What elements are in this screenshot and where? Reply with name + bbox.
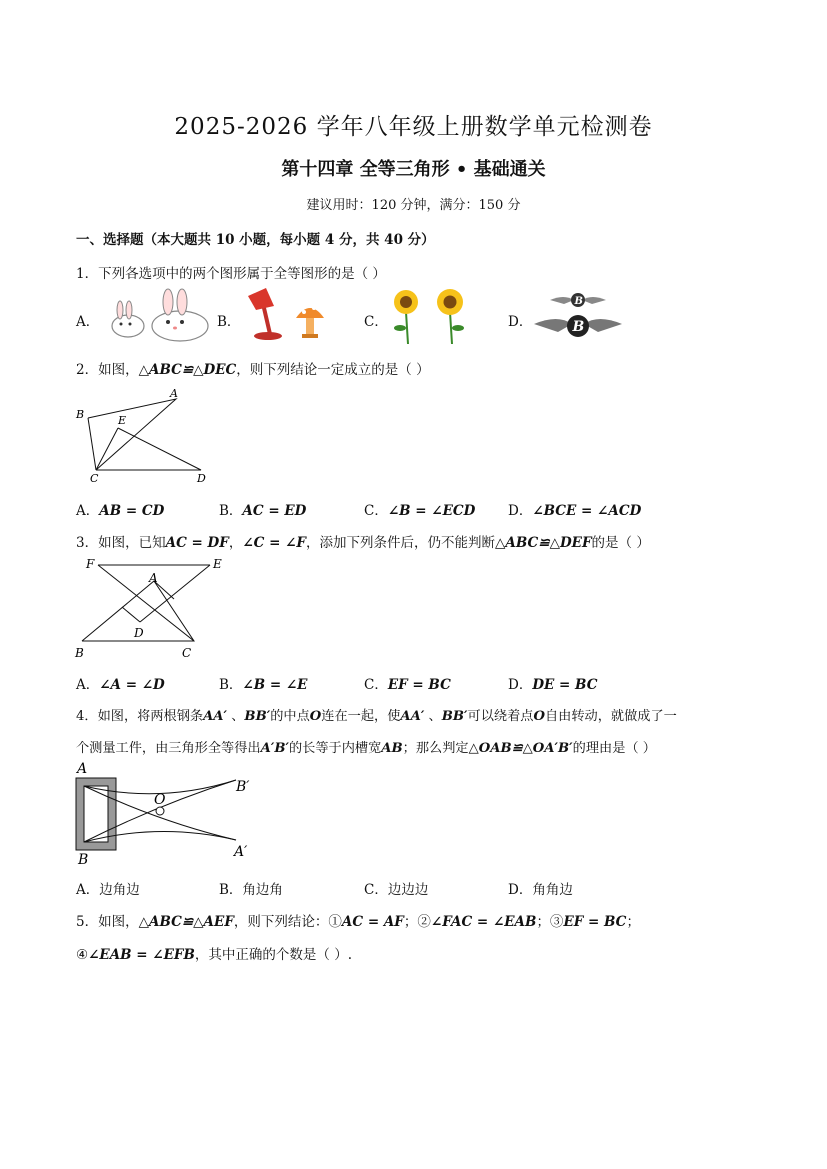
q1-option-a-label: A．	[76, 314, 100, 330]
triangle-dec	[96, 428, 201, 470]
q2-label-e: E	[118, 414, 127, 427]
q1-rabbits-image	[100, 288, 212, 344]
q3-label-c: C	[182, 646, 192, 660]
time-and-score-note: 建议用时：120 分钟，满分：150 分	[306, 198, 521, 213]
pivot-point-o	[156, 807, 164, 815]
question-2-stem: 2．如图，△ABC≌△DEC，则下列结论一定成立的是（ ）	[76, 362, 430, 378]
question-4-line-1: 4．如图，将两根钢条AA′ 、BB′的中点O连在一起，使AA′ 、BB′可以绕着点O自由转动，就做成了一	[76, 709, 677, 724]
document-title: 2025-2026 学年八年级上册数学单元检测卷	[174, 114, 653, 140]
q4-option-c: C．边边边	[364, 882, 429, 898]
q3-option-a: A．∠A = ∠D	[76, 677, 165, 693]
q3-figure	[70, 555, 240, 665]
q1-lamps-image	[240, 286, 330, 346]
q2-label-b: B	[76, 408, 85, 421]
question-5-line-2: ④∠EAB = ∠EFB，其中正确的个数是（ ）.	[76, 947, 352, 963]
desk-lamp-icon	[248, 288, 282, 340]
q4-label-b-prime: B′	[236, 779, 250, 795]
q1-logos-image	[530, 290, 626, 342]
q2-option-c: C．∠B = ∠ECD	[364, 503, 476, 519]
q4-option-d: D．角角边	[508, 882, 573, 898]
question-5-line-1: 5．如图，△ABC≌△AEF，则下列结论：①AC = AF；②∠FAC = ∠EAB；③EF = BC；	[76, 914, 640, 930]
q3-label-f: F	[86, 557, 95, 571]
question-4-line-2: 个测量工件，由三角形全等得出A′B′的长等于内槽宽AB；那么判定△OAB≌△OA′B′的理由是（ ）	[76, 741, 656, 756]
q2-label-a: A	[170, 387, 178, 400]
winged-b-logo-large-icon	[534, 315, 622, 337]
small-rabbit-icon	[112, 301, 144, 337]
q4-figure	[70, 760, 270, 868]
svg-text:B: B	[574, 296, 583, 307]
sunflower-left-icon	[394, 290, 418, 344]
q3-label-a: A	[149, 571, 158, 585]
q1-sunflowers-image	[388, 286, 474, 346]
q1-option-c-label: C．	[364, 314, 388, 330]
q4-label-a: A	[77, 761, 88, 777]
q3-option-c: C．EF = BC	[364, 677, 451, 693]
q4-label-b: B	[78, 852, 89, 868]
q3-option-b: B．∠B = ∠E	[219, 677, 308, 693]
q2-option-b: B．AC = ED	[219, 503, 307, 519]
q1-option-b-label: B．	[217, 314, 241, 330]
section-heading: 一、选择题（本大题共 10 小题，每小题 4 分，共 40 分）	[76, 232, 435, 248]
q4-option-b: B．角边角	[219, 882, 283, 898]
q4-option-a: A．边角边	[76, 882, 140, 898]
mushroom-lamp-icon	[296, 306, 324, 338]
q2-option-a: A．AB = CD	[76, 503, 165, 519]
q2-figure	[70, 384, 220, 486]
winged-b-logo-small-icon	[550, 293, 606, 307]
svg-text:B: B	[572, 319, 585, 335]
q3-label-e: E	[213, 557, 222, 571]
q2-label-c: C	[90, 472, 99, 485]
question-3-stem: 3．如图，已知AC = DF，∠C = ∠F，添加下列条件后，仍不能判断△ABC≌△DEF的是（ ）	[76, 535, 650, 551]
q3-label-b: B	[75, 646, 84, 660]
question-1-stem: 1．下列各选项中的两个图形属于全等图形的是（ ）	[76, 266, 386, 282]
q1-option-d-label: D．	[508, 314, 533, 330]
q4-label-o: O	[154, 792, 166, 808]
q3-option-d: D．DE = BC	[508, 677, 598, 693]
q2-option-d: D．∠BCE = ∠ACD	[508, 503, 642, 519]
sunflower-right-icon	[437, 289, 464, 344]
q4-label-a-prime: A′	[234, 844, 248, 860]
document-subtitle: 第十四章 全等三角形 • 基础通关	[281, 159, 546, 180]
large-rabbit-icon	[152, 289, 208, 341]
q3-label-d: D	[134, 626, 144, 640]
q2-label-d: D	[197, 472, 206, 485]
